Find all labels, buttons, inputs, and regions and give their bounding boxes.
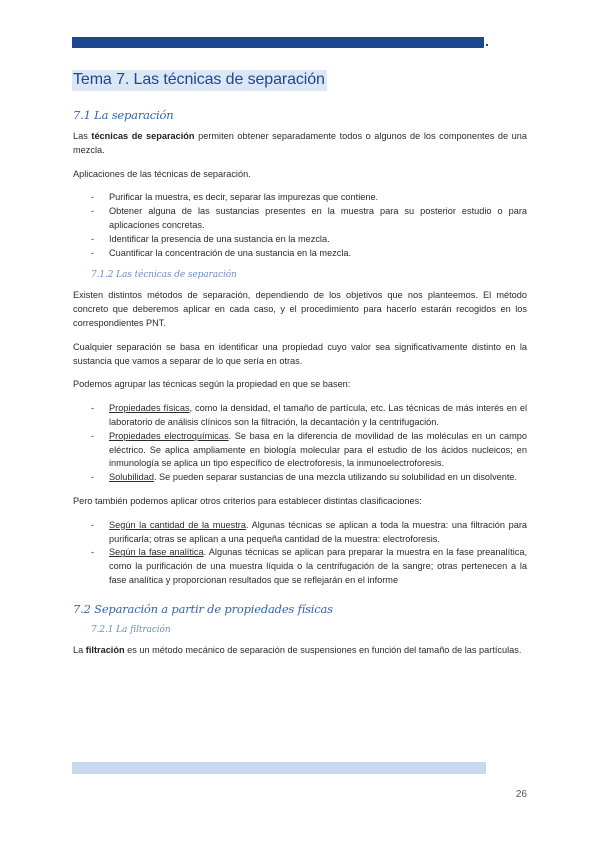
list-item: - Cuantificar la concentración de una sustancia en la mezcla. (73, 247, 527, 261)
list-item: - Identificar la presencia de una sustancia en la mezcla. (73, 233, 527, 247)
intro-paragraph: Las técnicas de separación permiten obtener separadamente todos o algunos de los componentes de una mezcla. (73, 131, 527, 155)
paragraph-propiedad: Cualquier separación se basa en identificar una propiedad cuyo valor sea significativamente distinto en la sustancia que vamos a separar de lo que sería en otras. (73, 341, 527, 366)
footer-bar (72, 762, 486, 774)
page-title: Tema 7. Las técnicas de separación (72, 70, 327, 91)
paragraph-metodos: Existen distintos métodos de separación, dependiendo de los objetivos que nos planteemos. El método concreto que deberemos aplicar en cada caso, y el procedimiento para hacerlo estarán recogidos en los correspondientes PNT. (73, 290, 527, 328)
header-bar-dot (486, 44, 488, 46)
term-propiedades-electroquimicas: Propiedades electroquímicas (109, 430, 229, 441)
section-heading-7-1: 7.1 La separación (73, 108, 174, 122)
list-item: - Purificar la muestra, es decir, separar las impurezas que contiene. (73, 191, 527, 205)
term-filtracion: filtración (85, 644, 125, 655)
list-item: - Propiedades físicas, como la densidad, el tamaño de partícula, etc. Las técnicas de más interés en el laboratorio de análisis clínicos son la filtración, la decantación y la centrifugación. (73, 402, 527, 430)
term-solubilidad: Solubilidad (109, 472, 154, 483)
subsection-heading-7-1-2: 7.1.2 Las técnicas de separación (91, 270, 237, 281)
term-tecnicas-separacion: técnicas de separación (91, 131, 195, 141)
aplicaciones-list (73, 191, 527, 260)
paragraph-agrupar: Podemos agrupar las técnicas según la propiedad en que se basen: (73, 379, 351, 390)
list-item: - Según la cantidad de la muestra. Algunas técnicas se aplican a toda la muestra: una filtración para purificarla; otras se aplican a una pequeña cantidad de la muestra: electroforesis. (73, 519, 527, 547)
list-item: - Solubilidad. Se pueden separar sustancias de una mezcla utilizando su solubilidad en un disolvente. (73, 471, 527, 485)
paragraph-criterios: Pero también podemos aplicar otros criterios para establecer distintas clasificaciones: (73, 495, 422, 506)
term-propiedades-fisicas: Propiedades físicas (109, 403, 190, 414)
term-cantidad-muestra: Según la cantidad de la muestra (109, 519, 246, 530)
list-item: - Propiedades electroquímicas. Se basa en la diferencia de movilidad de las moléculas en un campo eléctrico. Se aplica ampliamente en biología molecular para el estudio de los ácidos nucleicos; en inmunología se aplica un tipo específico de electroforesis, la inmunoelectroforesis. (73, 430, 527, 471)
section-heading-7-2: 7.2 Separación a partir de propiedades físicas (73, 601, 333, 616)
criterios-list (73, 519, 527, 588)
subsection-heading-7-2-1: 7.2.1 La filtración (91, 624, 171, 635)
aplicaciones-label: Aplicaciones de las técnicas de separación. (73, 168, 251, 179)
propiedades-list (73, 402, 527, 485)
list-item: - Según la fase analítica. Algunas técnicas se aplican para preparar la muestra en la fase preanalítica, como la purificación de una muestra líquida o la centrifugación de la sangre; otras pertenecen a la fase analítica y proporcionan resultados que se reflejarán en el informe (73, 546, 527, 587)
term-fase-analitica: Según la fase analítica (109, 547, 204, 558)
paragraph-filtracion: La filtración es un método mecánico de separación de suspensiones en función del tamaño de las partículas. (73, 644, 522, 655)
header-bar (72, 37, 484, 48)
list-item: - Obtener alguna de las sustancias presentes en la muestra para su posterior estudio o para aplicaciones concretas. (73, 205, 527, 233)
document-body (73, 70, 527, 668)
page-number: 26 (515, 789, 527, 800)
